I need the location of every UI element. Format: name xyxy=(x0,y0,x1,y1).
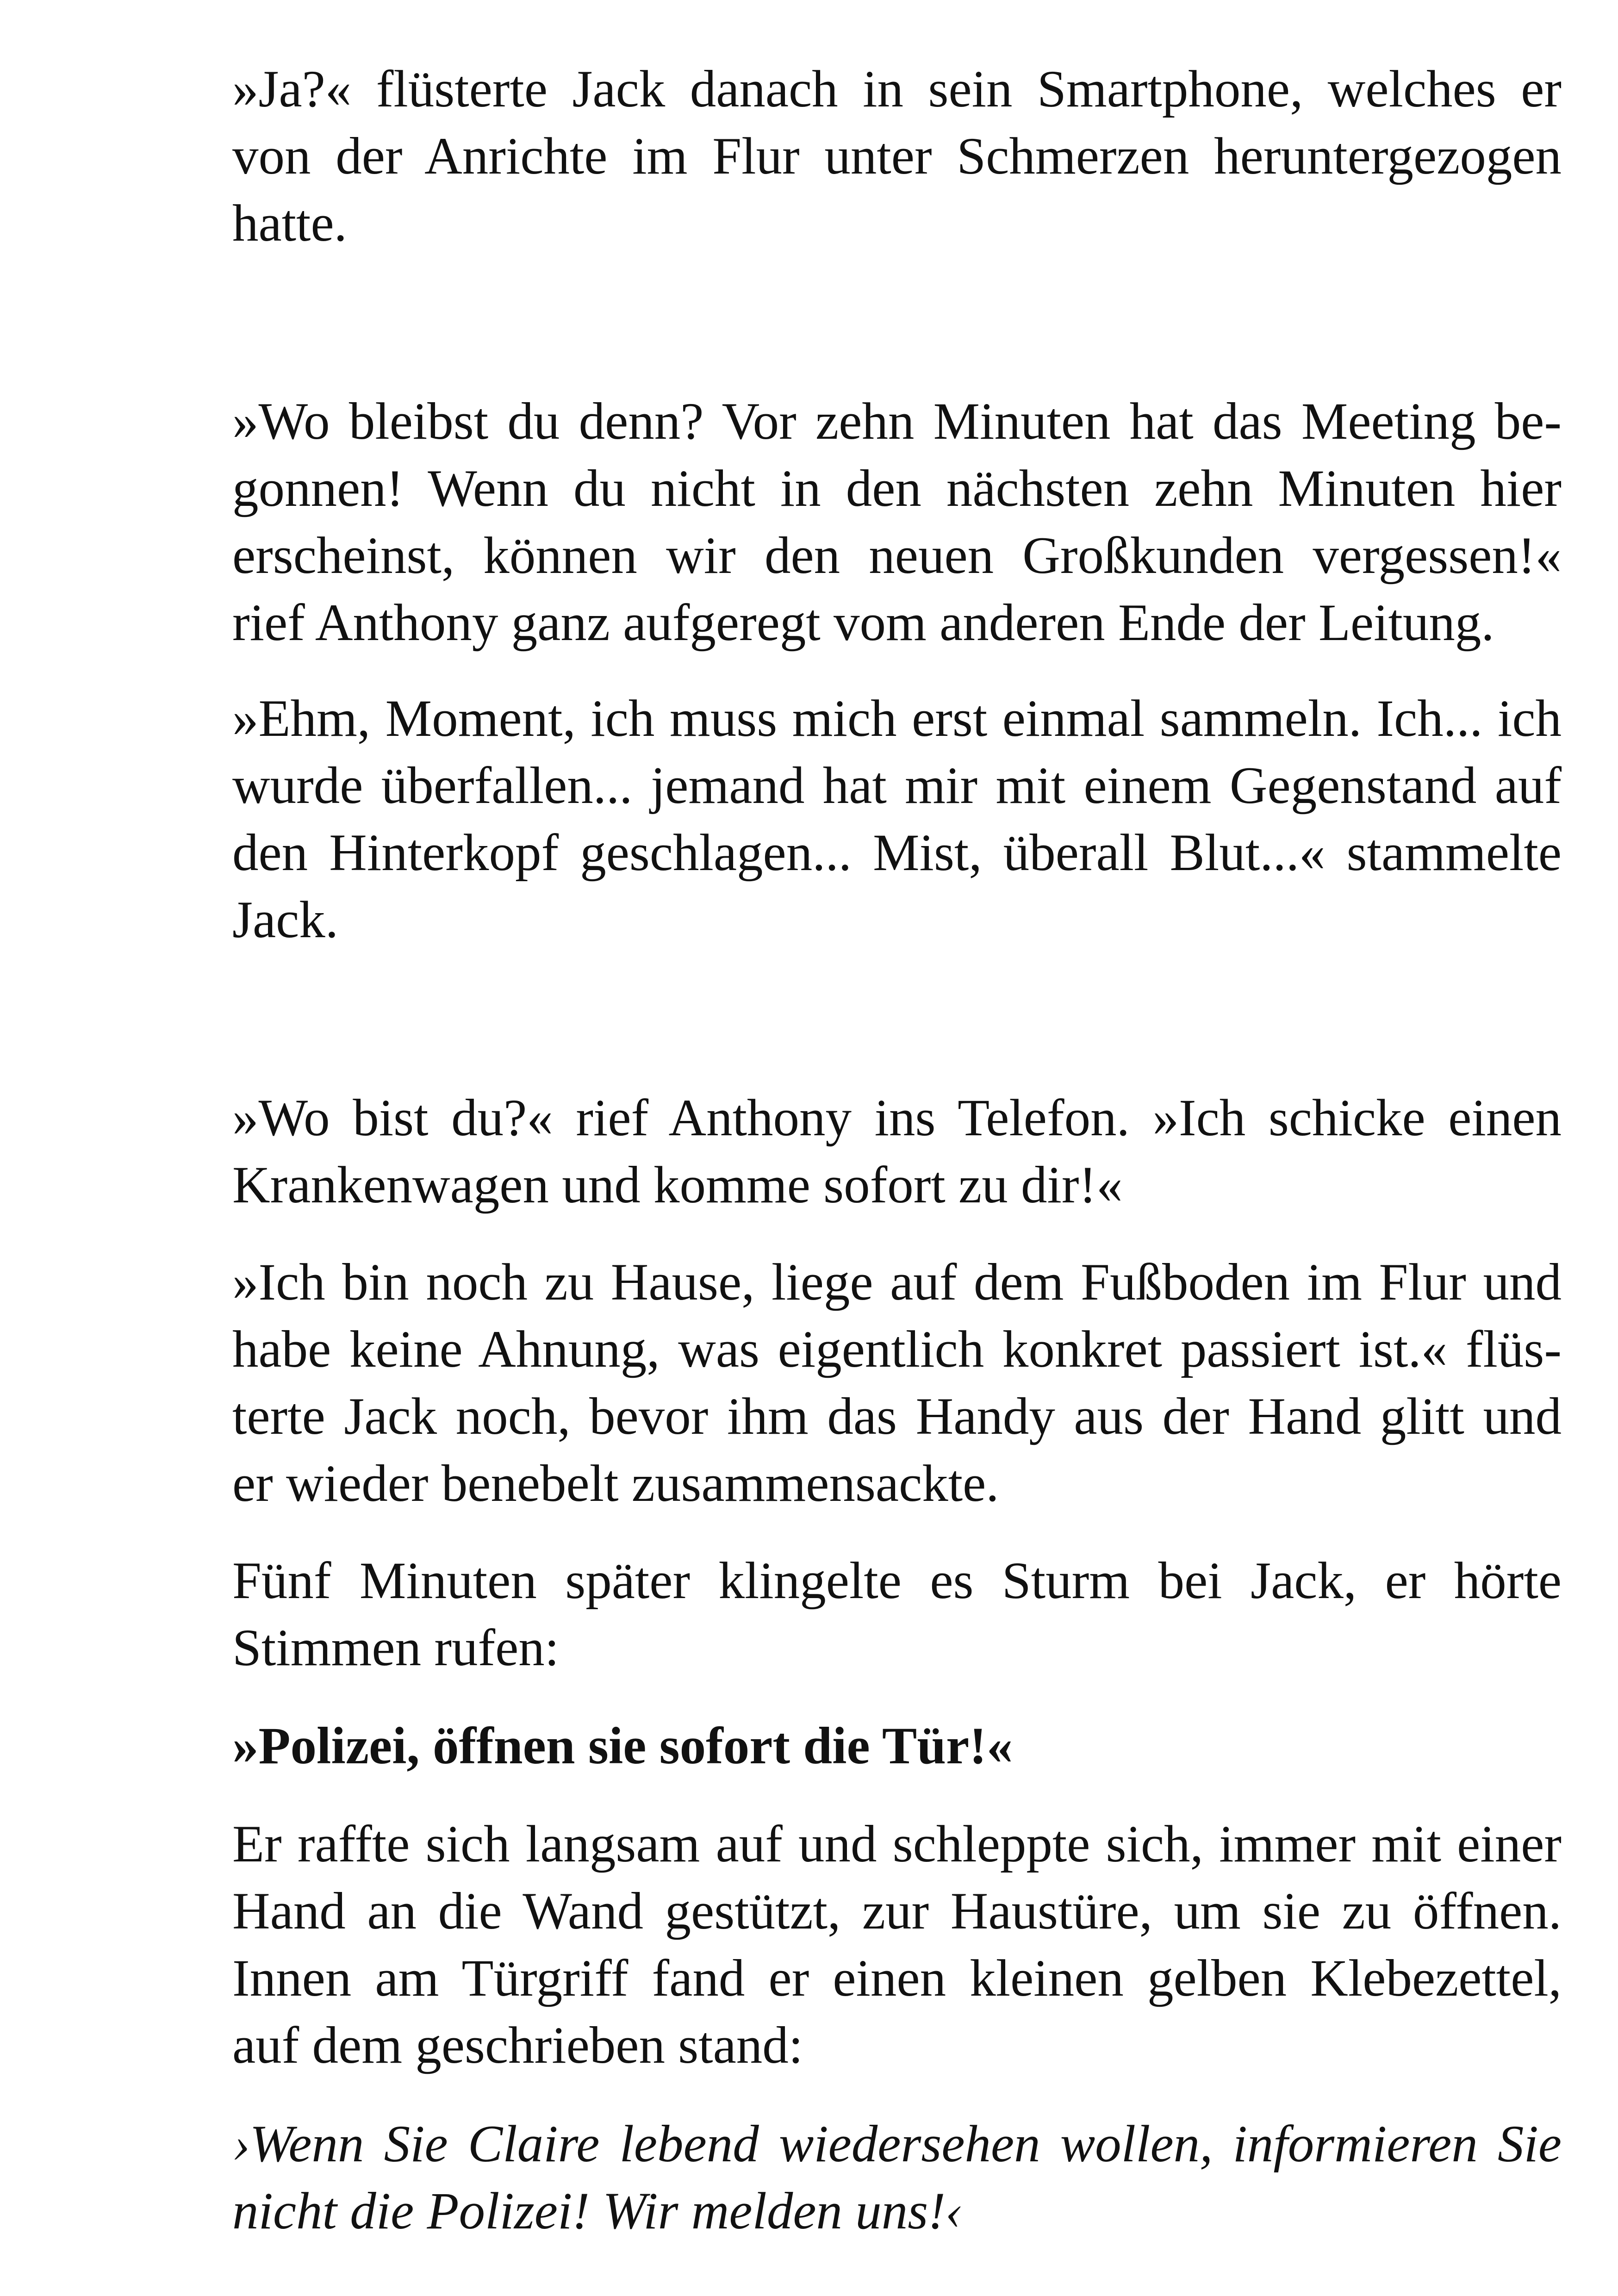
paragraph-2 xyxy=(232,388,1562,656)
text-line: Stimmen rufen: xyxy=(232,1619,560,1677)
text-line: Er raffte sich langsam auf und schleppte sich, immer mit einer xyxy=(232,1815,1562,1873)
paragraph-9-note xyxy=(232,2110,1562,2245)
text-line: Hand an die Wand gestützt, zur Haustüre, um sie zu öffnen. xyxy=(232,1882,1562,1940)
text-line: »Ja?« flüsterte Jack danach in sein Smartphone, welches er xyxy=(232,60,1562,118)
text-line: Jack. xyxy=(232,891,339,949)
text-line: »Ehm, Moment, ich muss mich erst einmal sammeln. Ich... ich xyxy=(232,690,1562,747)
text-line: ›Wenn Sie Claire lebend wiedersehen wollen, informieren Sie xyxy=(232,2115,1562,2173)
text-line: gonnen! Wenn du nicht in den nächsten zehn Minuten hier xyxy=(232,460,1562,517)
text-line: habe keine Ahnung, was eigentlich konkret passiert ist.« flüs- xyxy=(232,1320,1562,1378)
text-line: nicht die Polizei! Wir melden uns!‹ xyxy=(232,2182,963,2240)
text-line: auf dem geschrieben stand: xyxy=(232,2016,803,2074)
text-line: Fünf Minuten später klingelte es Sturm bei Jack, er hörte xyxy=(232,1552,1562,1610)
text-line: »Wo bist du?« rief Anthony ins Telefon. »Ich schicke einen xyxy=(232,1089,1562,1147)
paragraph-3 xyxy=(232,685,1562,953)
text-line: »Polizei, öffnen sie sofort die Tür!« xyxy=(232,1717,1013,1775)
text-line: erscheinst, können wir den neuen Großkunden vergessen!« xyxy=(232,527,1562,585)
text-line: hatte. xyxy=(232,194,347,252)
text-line: »Wo bleibst du denn? Vor zehn Minuten hat das Meeting be- xyxy=(232,392,1562,450)
text-line: den Hinterkopf geschlagen... Mist, überall Blut...« stammelte xyxy=(232,824,1562,882)
text-line: er wieder benebelt zusammensackte. xyxy=(232,1455,999,1512)
text-line: terte Jack noch, bevor ihm das Handy aus der Hand glitt und xyxy=(232,1388,1562,1445)
paragraph-1 xyxy=(232,56,1562,257)
paragraph-4 xyxy=(232,1084,1562,1219)
paragraph-7-police-shout xyxy=(232,1712,1562,1780)
text-line: Krankenwagen und komme sofort zu dir!« xyxy=(232,1156,1123,1214)
paragraph-5 xyxy=(232,1249,1562,1517)
text-line: »Ich bin noch zu Hause, liege auf dem Fußboden im Flur und xyxy=(232,1253,1562,1311)
text-line: rief Anthony ganz aufgeregt vom anderen Ende der Leitung. xyxy=(232,594,1494,652)
text-line: wurde überfallen... jemand hat mir mit einem Gegenstand auf xyxy=(232,757,1562,815)
text-line: von der Anrichte im Flur unter Schmerzen heruntergezogen xyxy=(232,127,1562,185)
paragraph-6 xyxy=(232,1547,1562,1681)
paragraph-8 xyxy=(232,1811,1562,2079)
text-line: Innen am Türgriff fand er einen kleinen gelben Klebezettel, xyxy=(232,1949,1562,2007)
